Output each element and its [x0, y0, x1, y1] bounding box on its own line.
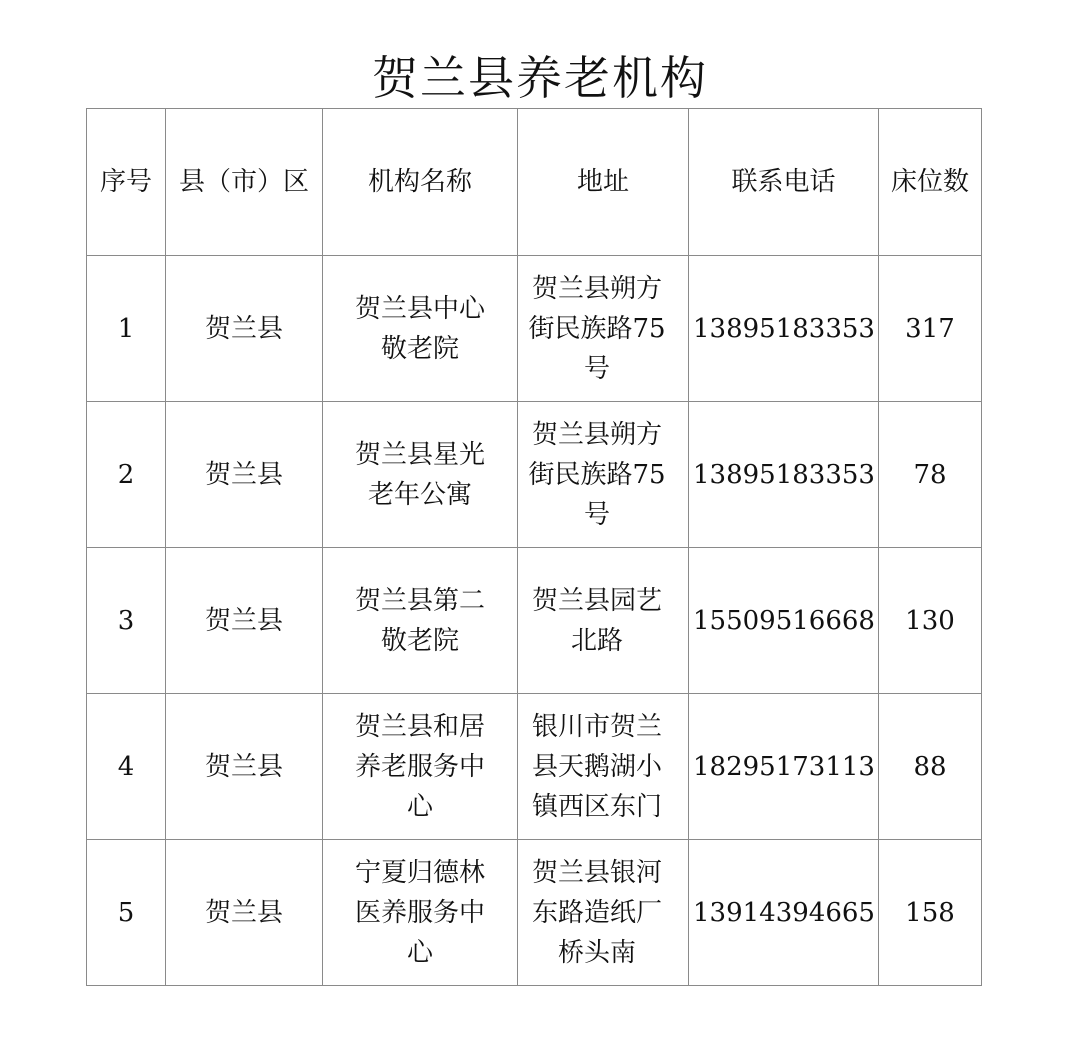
row-address: 贺兰县园艺北路 — [531, 585, 662, 656]
row-name: 宁夏归德林医养服务中心 — [354, 857, 485, 968]
row-phone: 18295173113 — [689, 694, 879, 840]
row-index: 2 — [87, 402, 166, 548]
row-phone: 13914394665 — [689, 840, 879, 986]
header-phone: 联系电话 — [689, 109, 879, 256]
table-row — [87, 548, 982, 694]
row-index: 1 — [87, 256, 166, 402]
nursing-home-table — [86, 108, 982, 986]
header-county: 县（市）区 — [166, 109, 323, 256]
row-name: 贺兰县中心敬老院 — [354, 293, 485, 364]
row-beds: 78 — [879, 402, 982, 548]
row-beds: 88 — [879, 694, 982, 840]
row-beds: 130 — [879, 548, 982, 694]
row-county: 贺兰县 — [166, 694, 323, 840]
row-name-cell — [323, 402, 518, 548]
table-row — [87, 840, 982, 986]
row-address: 贺兰县朔方街民族路75号 — [528, 273, 666, 384]
row-phone: 13895183353 — [689, 256, 879, 402]
row-beds: 158 — [879, 840, 982, 986]
row-county: 贺兰县 — [166, 256, 323, 402]
table-row — [87, 694, 982, 840]
table-row — [87, 256, 982, 402]
row-county: 贺兰县 — [166, 402, 323, 548]
row-name: 贺兰县和居养老服务中心 — [354, 711, 485, 822]
row-name-cell — [323, 256, 518, 402]
row-name-cell — [323, 548, 518, 694]
row-address: 银川市贺兰县天鹅湖小镇西区东门 — [531, 711, 662, 822]
header-name: 机构名称 — [323, 109, 518, 256]
row-index: 4 — [87, 694, 166, 840]
row-name-cell — [323, 694, 518, 840]
row-county: 贺兰县 — [166, 548, 323, 694]
row-address-cell — [518, 548, 689, 694]
row-name: 贺兰县星光老年公寓 — [354, 439, 485, 510]
row-address: 贺兰县银河东路造纸厂桥头南 — [531, 857, 662, 968]
header-address: 地址 — [518, 109, 689, 256]
header-index: 序号 — [87, 109, 166, 256]
row-index: 3 — [87, 548, 166, 694]
row-phone: 13895183353 — [689, 402, 879, 548]
row-address-cell — [518, 402, 689, 548]
table-row — [87, 402, 982, 548]
row-address-cell — [518, 256, 689, 402]
row-address-cell — [518, 840, 689, 986]
row-address: 贺兰县朔方街民族路75号 — [528, 419, 666, 530]
row-county: 贺兰县 — [166, 840, 323, 986]
row-phone: 15509516668 — [689, 548, 879, 694]
row-index: 5 — [87, 840, 166, 986]
page-title: 贺兰县养老机构 — [372, 51, 708, 105]
row-name-cell — [323, 840, 518, 986]
row-beds: 317 — [879, 256, 982, 402]
row-name: 贺兰县第二敬老院 — [354, 585, 485, 656]
header-beds: 床位数 — [879, 109, 982, 256]
table-header-row — [87, 109, 982, 256]
row-address-cell — [518, 694, 689, 840]
